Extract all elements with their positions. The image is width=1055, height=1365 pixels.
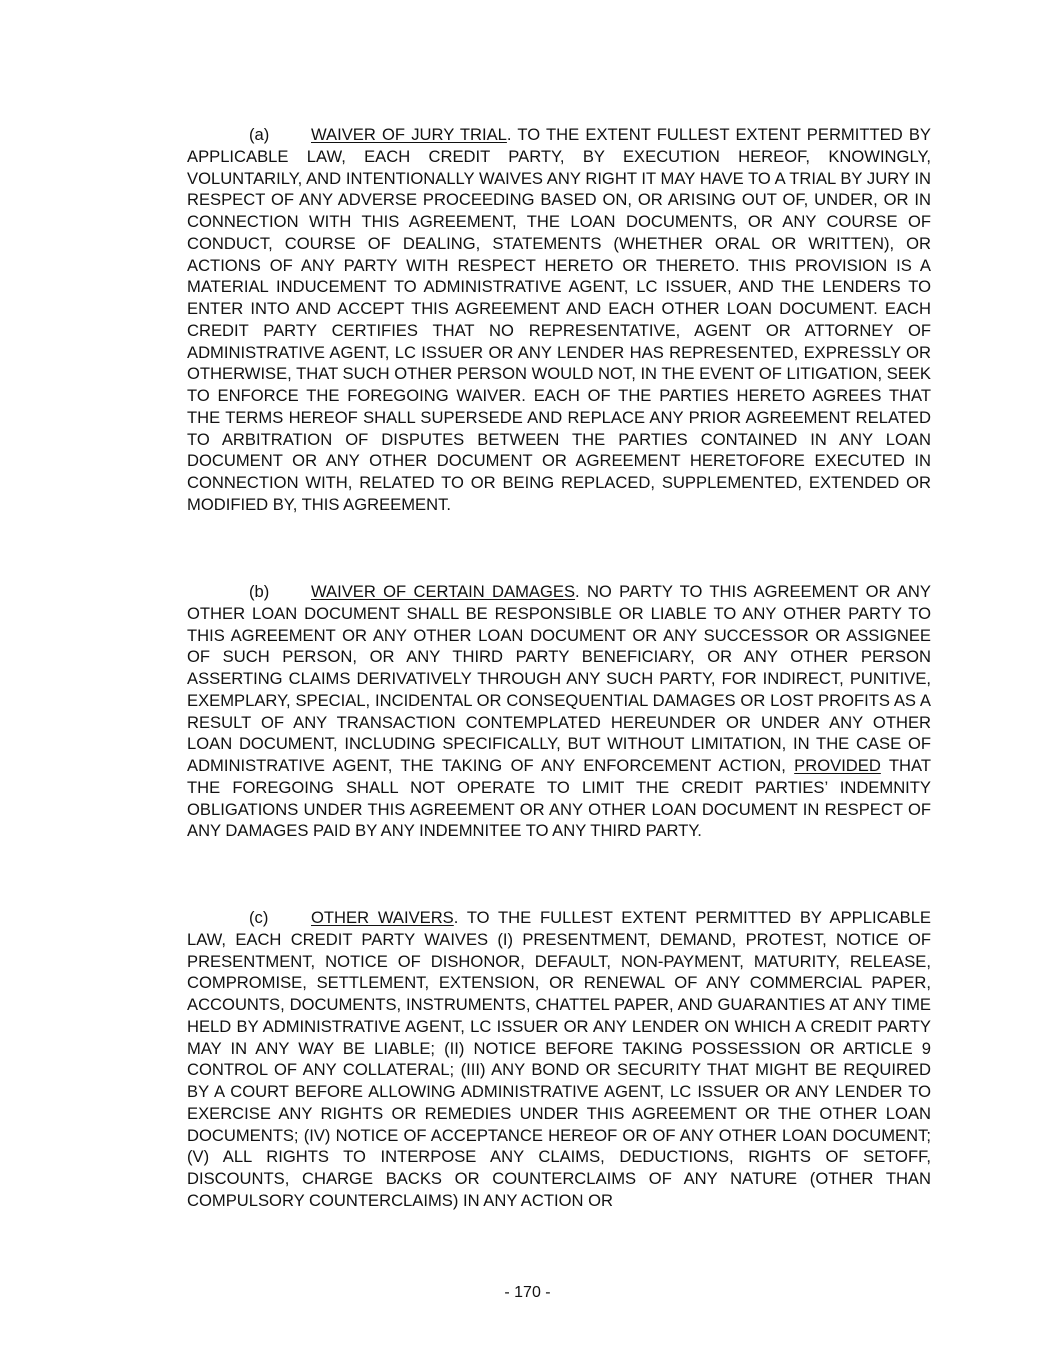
section-label: (c): [249, 908, 269, 927]
page-number: - 170 -: [504, 1284, 551, 1301]
section-label: (b): [249, 582, 270, 601]
section-waiver-of-certain-damages: [187, 581, 931, 842]
section-waiver-of-jury-trial: [187, 124, 931, 516]
section-label: (a): [249, 125, 270, 144]
section-body: . NO PARTY TO THIS AGREEMENT OR ANY OTHER LOAN DOCUMENT SHALL BE RESPONSIBLE OR LIABLE TO ANY OTHER PARTY TO THIS AGREEMENT OR ANY OTHER LOAN DOCUMENT OR ANY SUCCESSOR OR ASSIGNEE OF SUCH PERSON, OR ANY THIRD PARTY BENEFICIARY, OR ANY OTHER PERSON ASSERTING CLAIMS DERIVATIVELY THROUGH ANY SUCH PARTY, FOR INDIRECT, PUNITIVE, EXEMPLARY, SPECIAL, INCIDENTAL OR CONSEQUENTIAL DAMAGES OR LOST PROFITS AS A RESULT OF ANY TRANSACTION CONTEMPLATED HEREUNDER OR UNDER ANY OTHER LOAN DOCUMENT, INCLUDING SPECIFICALLY, BUT WITHOUT LIMITATION, IN THE CASE OF ADMINISTRATIVE AGENT, THE TAKING OF ANY ENFORCEMENT ACTION,: [187, 582, 931, 775]
section-heading: OTHER WAIVERS: [311, 908, 454, 927]
provided-term: PROVIDED: [794, 756, 881, 775]
section-heading: WAIVER OF CERTAIN DAMAGES: [311, 582, 576, 601]
section-heading: WAIVER OF JURY TRIAL: [311, 125, 507, 144]
section-body: . TO THE FULLEST EXTENT PERMITTED BY APPLICABLE LAW, EACH CREDIT PARTY WAIVES (I) PRESENTMENT, DEMAND, PROTEST, NOTICE OF PRESENTMENT, NOTICE OF DISHONOR, DEFAULT, NON-PAYMENT, MATURITY, RELEASE, COMPROMISE, SETTLEMENT, EXTENSION, OR RENEWAL OF ANY COMMERCIAL PAPER, ACCOUNTS, DOCUMENTS, INSTRUMENTS, CHATTEL PAPER, AND GUARANTIES AT ANY TIME HELD BY ADMINISTRATIVE AGENT, LC ISSUER OR ANY LENDER ON WHICH A CREDIT PARTY MAY IN ANY WAY BE LIABLE; (II) NOTICE BEFORE TAKING POSSESSION OR ARTICLE 9 CONTROL OF ANY COLLATERAL; (III) ANY BOND OR SECURITY THAT MIGHT BE REQUIRED BY A COURT BEFORE ALLOWING ADMINISTRATIVE AGENT, LC ISSUER OR ANY LENDER TO EXERCISE ANY RIGHTS OR REMEDIES UNDER THIS AGREEMENT OR THE OTHER LOAN DOCUMENTS; (IV) NOTICE OF ACCEPTANCE HEREOF OR OF ANY OTHER LOAN DOCUMENT; (V) ALL RIGHTS TO INTERPOSE ANY CLAIMS, DEDUCTIONS, RIGHTS OF SETOFF, DISCOUNTS, CHARGE BACKS OR COUNTERCLAIMS OF ANY NATURE (OTHER THAN COMPULSORY COUNTERCLAIMS) IN ANY ACTION OR: [187, 908, 931, 1210]
section-body-continued: THAT THE FOREGOING SHALL NOT OPERATE TO LIMIT THE CREDIT PARTIES’ INDEMNITY OBLIGATIONS UNDER THIS AGREEMENT OR ANY OTHER LOAN DOCUMENT IN RESPECT OF ANY DAMAGES PAID BY ANY INDEMNITEE TO ANY THIRD PARTY.: [187, 756, 931, 841]
section-other-waivers: [187, 907, 931, 1212]
section-body: . TO THE EXTENT FULLEST EXTENT PERMITTED BY APPLICABLE LAW, EACH CREDIT PARTY, BY EXECUTION HEREOF, KNOWINGLY, VOLUNTARILY, AND INTENTIONALLY WAIVES ANY RIGHT IT MAY HAVE TO A TRIAL BY JURY IN RESPECT OF ANY ADVERSE PROCEEDING BASED ON, OR ARISING OUT OF, UNDER, OR IN CONNECTION WITH THIS AGREEMENT, THE LOAN DOCUMENTS, OR ANY COURSE OF CONDUCT, COURSE OF DEALING, STATEMENTS (WHETHER ORAL OR WRITTEN), OR ACTIONS OF ANY PARTY WITH RESPECT HERETO OR THERETO. THIS PROVISION IS A MATERIAL INDUCEMENT TO ADMINISTRATIVE AGENT, LC ISSUER, AND THE LENDERS TO ENTER INTO AND ACCEPT THIS AGREEMENT AND EACH OTHER LOAN DOCUMENT. EACH CREDIT PARTY CERTIFIES THAT NO REPRESENTATIVE, AGENT OR ATTORNEY OF ADMINISTRATIVE AGENT, LC ISSUER OR ANY LENDER HAS REPRESENTED, EXPRESSLY OR OTHERWISE, THAT SUCH OTHER PERSON WOULD NOT, IN THE EVENT OF LITIGATION, SEEK TO ENFORCE THE FOREGOING WAIVER. EACH OF THE PARTIES HERETO AGREES THAT THE TERMS HEREOF SHALL SUPERSEDE AND REPLACE ANY PRIOR AGREEMENT RELATED TO ARBITRATION OF DISPUTES BETWEEN THE PARTIES CONTAINED IN ANY LOAN DOCUMENT OR ANY OTHER DOCUMENT OR AGREEMENT HERETOFORE EXECUTED IN CONNECTION WITH, RELATED TO OR BEING REPLACED, SUPPLEMENTED, EXTENDED OR MODIFIED BY, THIS AGREEMENT.: [187, 125, 932, 514]
